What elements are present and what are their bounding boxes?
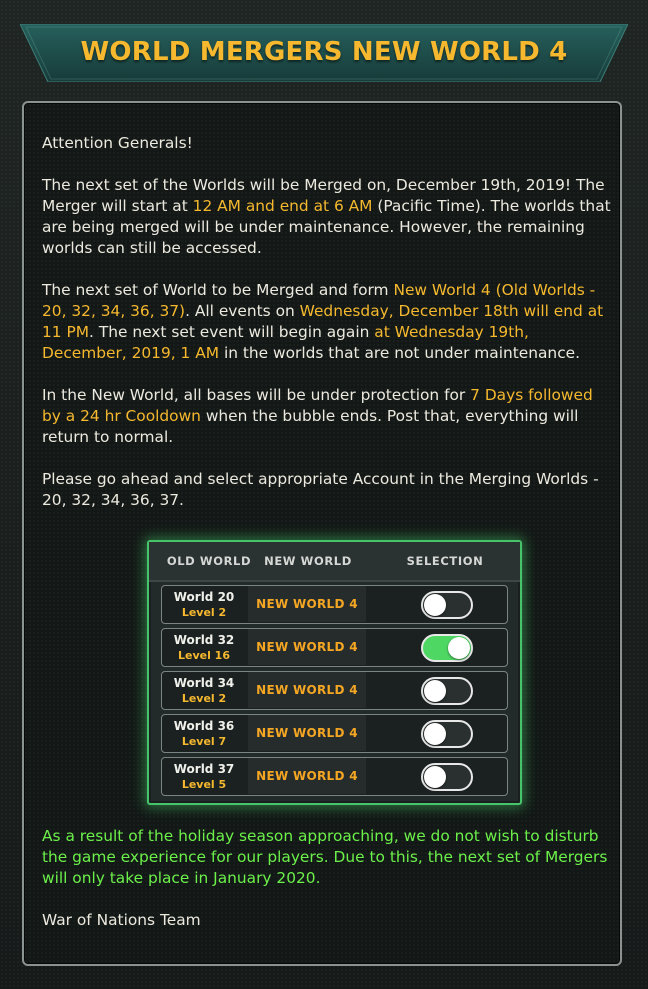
world-level: Level 7 [181, 735, 227, 748]
world-level: Level 2 [181, 692, 227, 705]
table-header [149, 542, 520, 582]
world-selection-table [147, 540, 522, 805]
announcement-panel [22, 101, 622, 966]
title-banner [20, 24, 628, 82]
world-name: World 36 [173, 719, 235, 733]
events-restart-highlight: at Wednesday 19th, December, 2019, 1 AM [42, 323, 529, 362]
world-name: World 20 [173, 590, 235, 604]
table-row [161, 714, 508, 753]
world-name: World 34 [173, 676, 235, 690]
world-name: World 32 [173, 633, 235, 647]
selection-toggle[interactable] [421, 591, 473, 619]
page-title: WORLD MERGERS NEW WORLD 4 [80, 37, 568, 67]
world-level: Level 5 [181, 778, 227, 791]
selection-toggle[interactable] [421, 634, 473, 662]
announcement-footer [42, 826, 614, 952]
header-new-world: NEW WORLD [264, 554, 352, 568]
old-world-cell [162, 758, 246, 794]
new-world-text: The next set of World to be Merged and form [42, 281, 394, 299]
events-end-highlight: Wednesday, December 18th will end at 11 PM [42, 302, 604, 341]
world-level: Level 16 [177, 649, 230, 662]
events-restart-text: . The next set event will begin again [89, 323, 375, 341]
merge-schedule-text: The next set of the Worlds will be Merged on, December 19th, 2019! The Merger will start at [42, 176, 605, 215]
toggle-knob [424, 766, 446, 788]
table-row [161, 757, 508, 796]
protection-highlight: 7 Days followed by a 24 hr Cooldown [42, 386, 593, 425]
selection-toggle[interactable] [421, 763, 473, 791]
new-world-cell: NEW WORLD 4 [248, 715, 366, 751]
old-world-cell [162, 586, 246, 622]
protection-paragraph [42, 385, 614, 448]
new-world-cell: NEW WORLD 4 [248, 758, 366, 794]
toggle-knob [424, 680, 446, 702]
new-world-cell: NEW WORLD 4 [248, 672, 366, 708]
toggle-knob [424, 723, 446, 745]
protection-text-end: when the bubble ends. Post that, everything will return to normal. [42, 407, 579, 446]
greeting-text: Attention Generals! [42, 134, 193, 152]
events-restart-text-end: in the worlds that are not under maintenance. [219, 344, 581, 362]
new-world-highlight: New World 4 (Old Worlds - 20, 32, 34, 36, 37) [42, 281, 596, 320]
selection-toggle[interactable] [421, 677, 473, 705]
table-row [161, 671, 508, 710]
announcement-body [42, 133, 614, 532]
toggle-knob [448, 637, 470, 659]
merge-schedule-text-end: (Pacific Time). The worlds that are being merged will be under maintenance. However, the remaining worlds can still be accessed. [42, 197, 611, 257]
world-level: Level 2 [181, 606, 227, 619]
new-world-paragraph [42, 280, 614, 364]
old-world-cell [162, 629, 246, 665]
holiday-note: As a result of the holiday season approaching, we do not wish to disturb the game experience for our players. Due to this, the next set of Mergers will only take place in January 2020. [42, 827, 608, 887]
selection-toggle[interactable] [421, 720, 473, 748]
merge-schedule-paragraph [42, 175, 614, 259]
protection-text: In the New World, all bases will be under protection for [42, 386, 471, 404]
table-row [161, 628, 508, 667]
events-text: . All events on [185, 302, 300, 320]
header-selection: SELECTION [406, 554, 484, 568]
table-row [161, 585, 508, 624]
world-name: World 37 [173, 762, 235, 776]
old-world-cell [162, 672, 246, 708]
header-old-world: OLD WORLD [166, 554, 252, 568]
old-world-cell [162, 715, 246, 751]
toggle-knob [424, 594, 446, 616]
merge-time-highlight: 12 AM and end at 6 AM [192, 197, 373, 215]
new-world-cell: NEW WORLD 4 [248, 586, 366, 622]
new-world-cell: NEW WORLD 4 [248, 629, 366, 665]
signature: War of Nations Team [42, 911, 201, 929]
select-account-text: Please go ahead and select appropriate Account in the Merging Worlds - 20, 32, 34, 36, 37. [42, 470, 599, 509]
